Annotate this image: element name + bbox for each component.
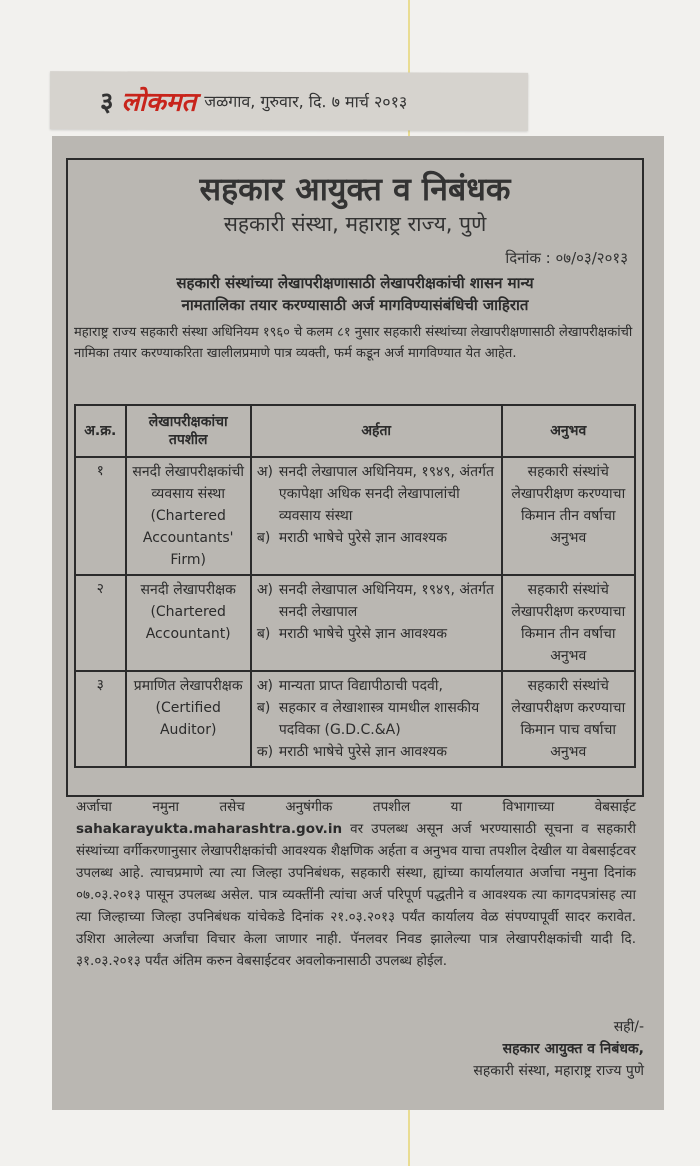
page-number: ३ bbox=[99, 87, 114, 118]
table-row bbox=[75, 671, 635, 767]
auditor-details: प्रमाणित लेखापरीक्षक (Certified Auditor) bbox=[126, 671, 251, 767]
experience-cell: सहकारी संस्थांचे लेखापरीक्षण करण्याचा किमान पाच वर्षाचा अनुभव bbox=[502, 671, 635, 767]
body-text-after-url: वर उपलब्ध असून अर्ज भरण्यासाठी सूचना व सहकारी संस्थांच्या वर्गीकरणानुसार लेखापरीक्षकांची आवश्यक शैक्षणिक अर्हता व अनुभव याचा तपशील देखील या वेबसाईटवर उपलब्ध आहे. त्याचप्रमाणे त्या त्या जिल्हा उपनिबंधक, सहकारी संस्था, ह्यांच्या कार्यालयात अर्जाचा नमुना दिनांक ०७.०३.२०१३ पासून उपलब्ध असेल. पात्र व्यक्तींनी त्यांचा अर्ज परिपूर्ण पद्धतीने व आवश्यक त्या कागदपत्रांसह त्या त्या जिल्हाच्या जिल्हा उपनिबंधक यांचेकडे दिनांक २१.०३.२०१३ पर्यंत कार्यालय वेळ संपण्यापूर्वी सादर करावेत. उशिरा आलेल्या अर्जांचा विचार केला जाणार नाही. पॅनलवर निवड झालेल्या पात्र लेखापरीक्षकांची यादी दि. ३१.०३.२०१३ पर्यंत अंतिम करुन वेबसाईटवर अवलोकनासाठी उपलब्ध होईल. bbox=[76, 821, 636, 969]
qualification-mark: ब) bbox=[256, 530, 271, 546]
body-text-before-url: अर्जाचा नमुना तसेच अनुषंगीक तपशील या विभागाच्या वेबसाईट bbox=[76, 799, 636, 815]
dateline: जळगाव, गुरुवार, दि. ७ मार्च २०१३ bbox=[204, 91, 408, 112]
qualification-text: मराठी भाषेचे पुरेसे ज्ञान आवश्यक bbox=[278, 744, 448, 760]
qualification-mark: ब) bbox=[256, 700, 271, 716]
qualification-text: मराठी भाषेचे पुरेसे ज्ञान आवश्यक bbox=[278, 626, 448, 642]
website-link[interactable]: sahakarayukta.maharashtra.gov.in bbox=[76, 821, 343, 837]
heading-line-1: सहकारी संस्थांच्या लेखापरीक्षणासाठी लेखापरीक्षकांची शासन मान्य bbox=[176, 274, 534, 292]
qualification-mark: अ) bbox=[256, 464, 274, 480]
notice-date: दिनांक : ०७/०३/२०१३ bbox=[505, 249, 628, 267]
qualification-item bbox=[257, 527, 496, 549]
notice-body-text bbox=[76, 796, 636, 972]
auditor-details: सनदी लेखापरीक्षकांची व्यवसाय संस्था (Chartered Accountants' Firm) bbox=[126, 457, 251, 575]
col-header-qualification: अर्हता bbox=[251, 405, 502, 457]
notice-title: सहकार आयुक्त व निबंधक bbox=[199, 170, 511, 208]
notice-heading bbox=[78, 272, 632, 316]
newspaper-masthead bbox=[50, 71, 528, 131]
qualification-item bbox=[257, 461, 496, 527]
qualification-item bbox=[257, 623, 496, 645]
col-header-details: लेखापरीक्षकांचा तपशील bbox=[126, 405, 251, 457]
notice-frame bbox=[66, 158, 644, 797]
qualification-item bbox=[257, 675, 496, 697]
qualification-mark: क) bbox=[256, 744, 274, 760]
signature-mark: सही/- bbox=[613, 1019, 644, 1035]
qualification-mark: अ) bbox=[256, 678, 274, 694]
qualification-mark: ब) bbox=[256, 626, 271, 642]
notice-subtitle: सहकारी संस्था, महाराष्ट्र राज्य, पुणे bbox=[223, 212, 487, 236]
table-row bbox=[75, 457, 635, 575]
row-number: ३ bbox=[75, 671, 126, 767]
experience-cell: सहकारी संस्थांचे लेखापरीक्षण करण्याचा किमान तीन वर्षाचा अनुभव bbox=[502, 575, 635, 671]
table-header-row bbox=[75, 405, 635, 457]
qualification-text: सहकार व लेखाशास्त्र यामधील शासकीय पदविका (G.D.C.&A) bbox=[278, 700, 480, 738]
row-number: २ bbox=[75, 575, 126, 671]
qualification-text: सनदी लेखापाल अधिनियम, १९४९, अंतर्गत सनदी लेखापाल bbox=[278, 582, 494, 620]
table-row bbox=[75, 575, 635, 671]
newspaper-logo: लोकमत bbox=[121, 87, 197, 118]
qualification-text: मराठी भाषेचे पुरेसे ज्ञान आवश्यक bbox=[278, 530, 448, 546]
auditor-details: सनदी लेखापरीक्षक (Chartered Accountant) bbox=[126, 575, 251, 671]
eligibility-table bbox=[74, 404, 636, 768]
qualification-item bbox=[257, 741, 496, 763]
qualification-item bbox=[257, 579, 496, 623]
signatory-office: सहकारी संस्था, महाराष्ट्र राज्य पुणे bbox=[473, 1063, 644, 1079]
notice-clipping bbox=[52, 136, 664, 1110]
qualification-mark: अ) bbox=[256, 582, 274, 598]
qualification-text: सनदी लेखापाल अधिनियम, १९४९, अंतर्गत एकापेक्षा अधिक सनदी लेखापालांची व्यवसाय संस्था bbox=[278, 464, 494, 524]
qualification-cell bbox=[251, 457, 502, 575]
qualification-text: मान्यता प्राप्त विद्यापीठाची पदवी, bbox=[278, 678, 443, 694]
qualification-cell bbox=[251, 671, 502, 767]
col-header-num: अ.क्र. bbox=[75, 405, 126, 457]
col-header-experience: अनुभव bbox=[502, 405, 635, 457]
signatory-designation: सहकार आयुक्त व निबंधक, bbox=[502, 1041, 644, 1057]
signature-block bbox=[473, 1016, 644, 1082]
qualification-item bbox=[257, 697, 496, 741]
notice-intro: महाराष्ट्र राज्य सहकारी संस्था अधिनियम १९६० चे कलम ८१ नुसार सहकारी संस्थांच्या लेखापरीक्षणासाठी लेखापरीक्षकांची नामिका तयार करण्याकरिता खालीलप्रमाणे पात्र व्यक्ती, फर्म कडून अर्ज मागविण्यात येत आहेत. bbox=[74, 325, 633, 361]
row-number: १ bbox=[75, 457, 126, 575]
qualification-cell bbox=[251, 575, 502, 671]
heading-line-2: नामतालिका तयार करण्यासाठी अर्ज मागविण्यासंबंधिची जाहिरात bbox=[181, 296, 529, 314]
experience-cell: सहकारी संस्थांचे लेखापरीक्षण करण्याचा किमान तीन वर्षाचा अनुभव bbox=[502, 457, 635, 575]
